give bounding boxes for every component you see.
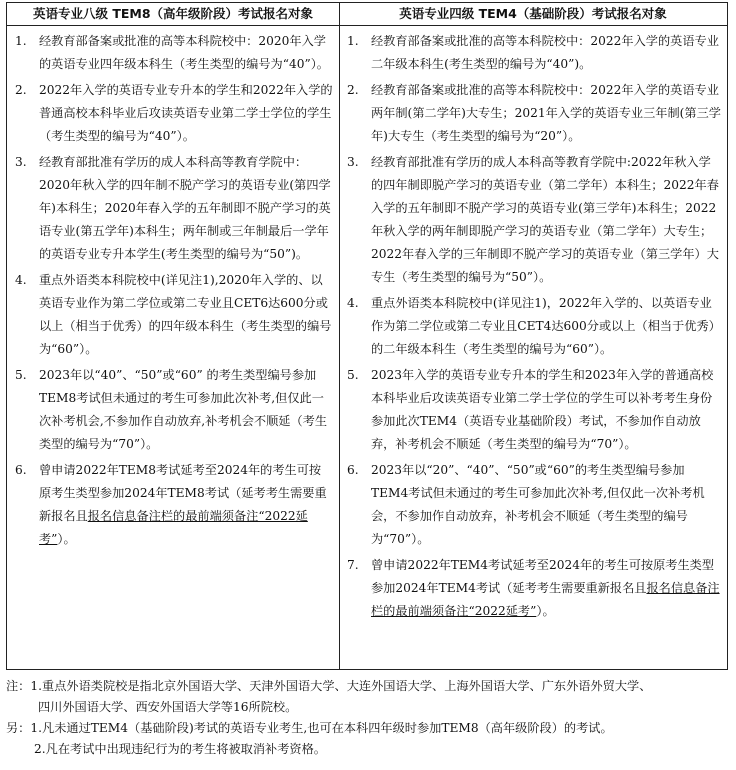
list-item: 2. 经教育部备案或批准的高等本科院校中：2022年入学的英语专业两年制(第二学年)大专生；2021年入学的英语专业三年制(第三学年)大专生（考生类型的编号为“20”）。 (347, 83, 721, 143)
note-1: 注：1.重点外语类院校是指北京外国语大学、天津外国语大学、大连外国语大学、上海外国语大学、广东外语外贸大学、 (6, 679, 652, 693)
deferral-remark-underline: 报名信息备注栏的最前端须备注“2022延考” (39, 509, 308, 546)
list-item: 4. 重点外语类本科院校中(详见注1)，2022年入学的、以英语专业作为第二学位或第二专业且CET4达600分或以上（相当于优秀）的二年级本科生（考生类型的编号为“60”）。 (347, 296, 721, 356)
list-item: 1. 经教育部备案或批准的高等本科院校中：2020年入学的英语专业四年级本科生（考生类型的编号为“40”）。 (15, 34, 329, 71)
registration-table (6, 2, 728, 670)
list-item: 1. 经教育部备案或批准的高等本科院校中：2022年入学的英语专业二年级本科生(考生类型的编号为“40”)。 (347, 34, 719, 71)
list-item: 5. 2023年以“40”、“50”或“60” 的考生类型编号参加TEM8考试但未通过的考生可参加此次补考,但仅此一次补考机会,不参加作自动放弃,补考机会不顺延（考生类型的编号为“70”）。 (15, 368, 328, 451)
list-item: 3. 经教育部批准有学历的成人本科高等教育学院中：2020年秋入学的四年制不脱产学习的英语专业(第四学年)本科生；2020年春入学的五年制即不脱产学习的英语专业(第五学年)本科生；两年制或三年制最后一学年的英语专业专升本学生(考生类型的编号为“50”)。 (15, 155, 331, 261)
deferral-remark-underline: 报名信息备注栏的最前端须备注“2022延考” (371, 581, 720, 618)
list-item: 3. 经教育部批准有学历的成人本科高等教育学院中:2022年秋入学的四年制即脱产学习的英语专业（第二学年）本科生；2022年春入学的五年制即不脱产学习的英语专业(第三学年)本科生；2022年秋入学的两年制即脱产学习的英语专业（第二学年）大专生；2022年春入学的三年制即不脱产学习的英语专业（第三学年）大专生（考生类型的编号为“50”）。 (347, 155, 719, 284)
list-item: 6. 2023年以“20”、“40”、“50”或“60”的考生类型编号参加TEM4考试但未通过的考生可参加此次补考,但仅此一次补考机会，不参加作自动放弃，补考机会不顺延（考生类型的编号为“70”）。 (347, 463, 705, 546)
tem4-list (339, 26, 727, 623)
tem4-column (339, 3, 727, 669)
footnotes (6, 676, 734, 760)
tem4-header: 英语专业四级 TEM4（基础阶段）考试报名对象 (339, 3, 727, 26)
list-item: 6. 曾申请2022年TEM8考试延考至2024年的考生可按原考生类型参加2024年TEM8考试（延考考生需要重新报名且报名信息备注栏的最前端须备注“2022延考”）。 (15, 463, 327, 546)
list-item: 2. 2022年入学的英语专业专升本的学生和2022年入学的普通高校本科毕业后攻读英语专业第二学士学位的学生（考生类型的编号为“40”）。 (15, 83, 333, 143)
tem8-header: 英语专业八级 TEM8（高年级阶段）考试报名对象 (7, 3, 339, 26)
note-1-continued: 四川外国语大学、西安外国语大学等16所院校。 (38, 700, 298, 714)
addendum-2: 2.凡在考试中出现违纪行为的考生将被取消补考资格。 (34, 742, 326, 756)
tem8-list (7, 26, 339, 551)
list-item: 5. 2023年入学的英语专业专升本的学生和2023年入学的普通高校本科毕业后攻读英语专业第二学士学位的学生可以补考考生身份参加此次TEM4（英语专业基础阶段）考试，不参加作自动放弃，补考机会不顺延（考生类型的编号为“70”）。 (347, 368, 714, 451)
list-item: 4. 重点外语类本科院校中(详见注1),2020年入学的、以英语专业作为第二学位或第二专业且CET6达600分或以上（相当于优秀）的四年级本科生（考生类型的编号为“60”）。 (15, 273, 332, 356)
addendum-1: 另：1.凡未通过TEM4（基础阶段)考试的英语专业考生,也可在本科四年级时参加TEM8（高年级阶段）的考试。 (6, 721, 613, 735)
list-item: 7. 曾申请2022年TEM4考试延考至2024年的考生可按原考生类型参加2024年TEM4考试（延考考生需要重新报名且报名信息备注栏的最前端须备注“2022延考”）。 (347, 558, 720, 618)
tem8-column (7, 3, 340, 669)
